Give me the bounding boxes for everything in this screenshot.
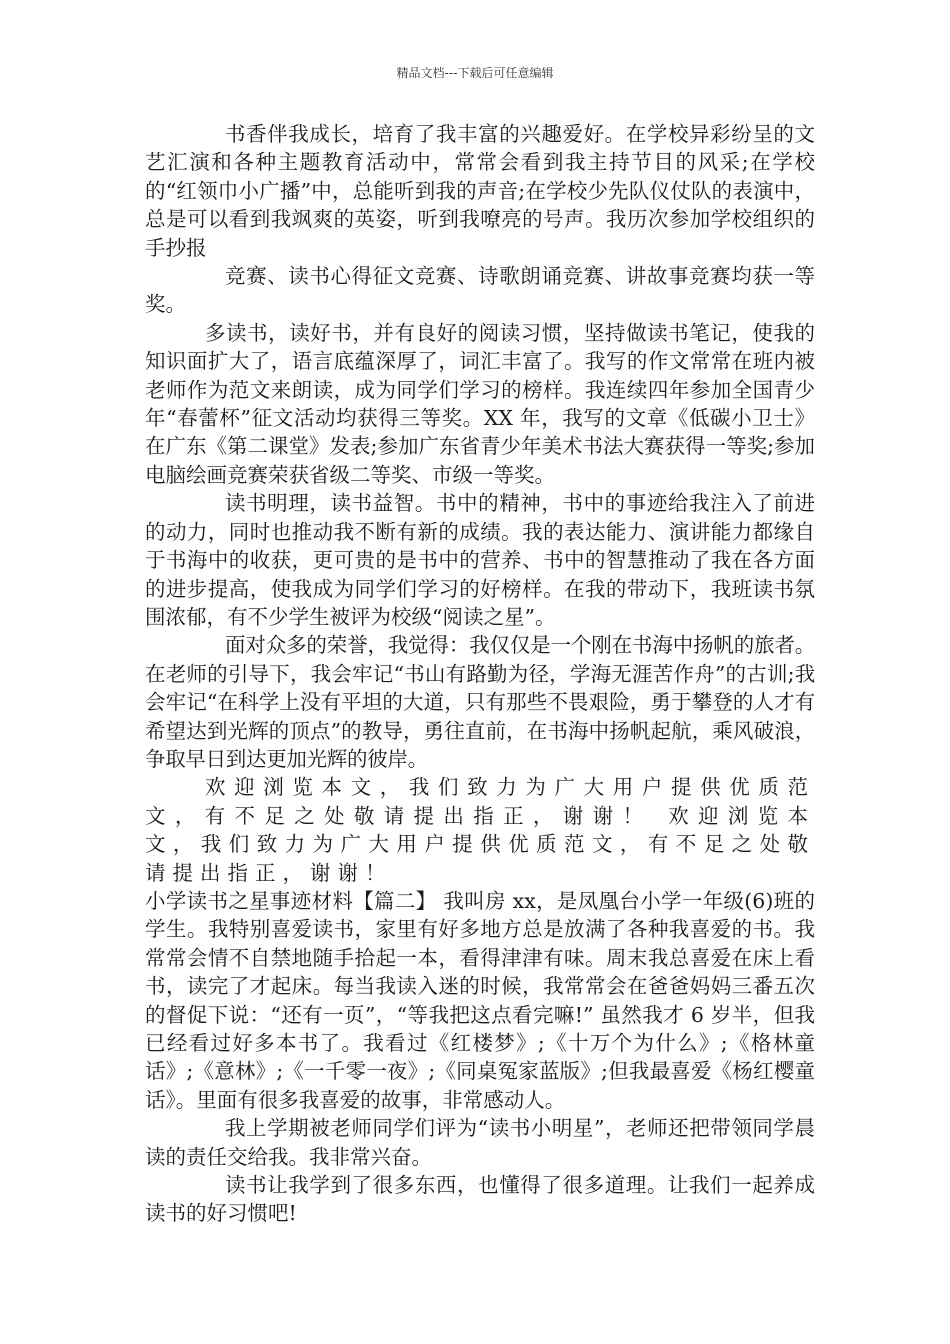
- paragraph-4: 读书明理，读书益智。书中的精神，书中的事迹给我注入了前进的动力，同时也推动我不断有新的成绩。我的表达能力、演讲能力都缘自于书海中的收获，更可贵的是书中的营养、书中的智慧推动了我在各方面的进步提高，使我成为同学们学习的好榜样。在我的带动下，我班读书氛围浓郁，有不少学生被评为校级“阅读之星”。: [145, 491, 815, 629]
- paragraph-8: 我上学期被老师同学们评为“读书小明星”，老师还把带领同学晨读的责任交给我。我非常兴奋。: [145, 1116, 815, 1169]
- section-title: 小学读书之星事迹材料【篇二】: [145, 888, 437, 913]
- paragraph-2: 竞赛、读书心得征文竞赛、诗歌朗诵竞赛、讲故事竞赛均获一等奖。: [145, 264, 815, 317]
- paragraph-7: 我叫房 xx，是凤凰台小学一年级(6)班的学生。我特别喜爱读书，家里有好多地方总是放满了各种我喜爱的书。我常常会情不自禁地随手拾起一本，看得津津有味。周末我总喜爱在床上看书，读完了才起床。每当我读入迷的时候，我常常会在爸爸妈妈三番五次的督促下说：“还有一页”，“等我把这点看完嘛!”: [145, 888, 815, 1027]
- page-header: 精品文档---下载后可任意编辑: [396, 66, 554, 80]
- paragraph-6-notice: 欢迎浏览本文，我们致力为广大用户提供优质范文，有不足之处敬请提出指正，谢谢！ 欢迎浏览本文，我们致力为广大用户提供优质范文，有不足之处敬请提出指正，谢谢！: [145, 775, 815, 885]
- paragraph-9: 读书让我学到了很多东西，也懂得了很多道理。让我们一起养成读书的好习惯吧!: [145, 1173, 815, 1226]
- paragraph-3: 多读书，读好书，并有良好的阅读习惯，坚持做读书笔记，使我的知识面扩大了，语言底蕴深厚了，词汇丰富了。我写的作文常常在班内被老师作为范文来朗读，成为同学们学习的榜样。我连续四年参加全国青少年“春蕾杯”征文活动均获得三等奖。XX 年，我写的文章《低碳小卫士》在广东《第二课堂》发表;参加广东省青少年美术书法大赛获得一等奖;参加电脑绘画竞赛荣获省级二等奖、市级一等奖。: [145, 320, 815, 487]
- paragraph-7-group: [145, 887, 815, 1114]
- paragraph-1: 书香伴我成长，培育了我丰富的兴趣爱好。在学校异彩纷呈的文艺汇演和各种主题教育活动中，常常会看到我主持节目的风采;在学校的“红领巾小广播”中，总能听到我的声音;在学校少先队仪仗队的表演中，总是可以看到我飒爽的英姿，听到我嘹亮的号声。我历次参加学校组织的手抄报: [145, 122, 815, 260]
- document-body: [145, 120, 815, 1228]
- paragraph-5: 面对众多的荣誉，我觉得：我仅仅是一个刚在书海中扬帆的旅者。在老师的引导下，我会牢记“书山有路勤为径，学海无涯苦作舟”的古训;我会牢记“在科学上没有平坦的大道，只有那些不畏艰险，勇于攀登的人才有希望达到光辉的顶点”的教导，勇往直前，在书海中扬帆起航，乘风破浪，争取早日到达更加光辉的彼岸。: [145, 633, 815, 771]
- paragraph-7b: 虽然我才 6 岁半，但我已经看过好多本书了。我看过《红楼梦》;《十万个为什么》;《格林童话》;《意林》;《一千零一夜》;《同桌冤家蓝版》;但我最喜爱《杨红樱童话》。里面有很多我喜爱的故事，非常感动人。: [145, 1002, 815, 1112]
